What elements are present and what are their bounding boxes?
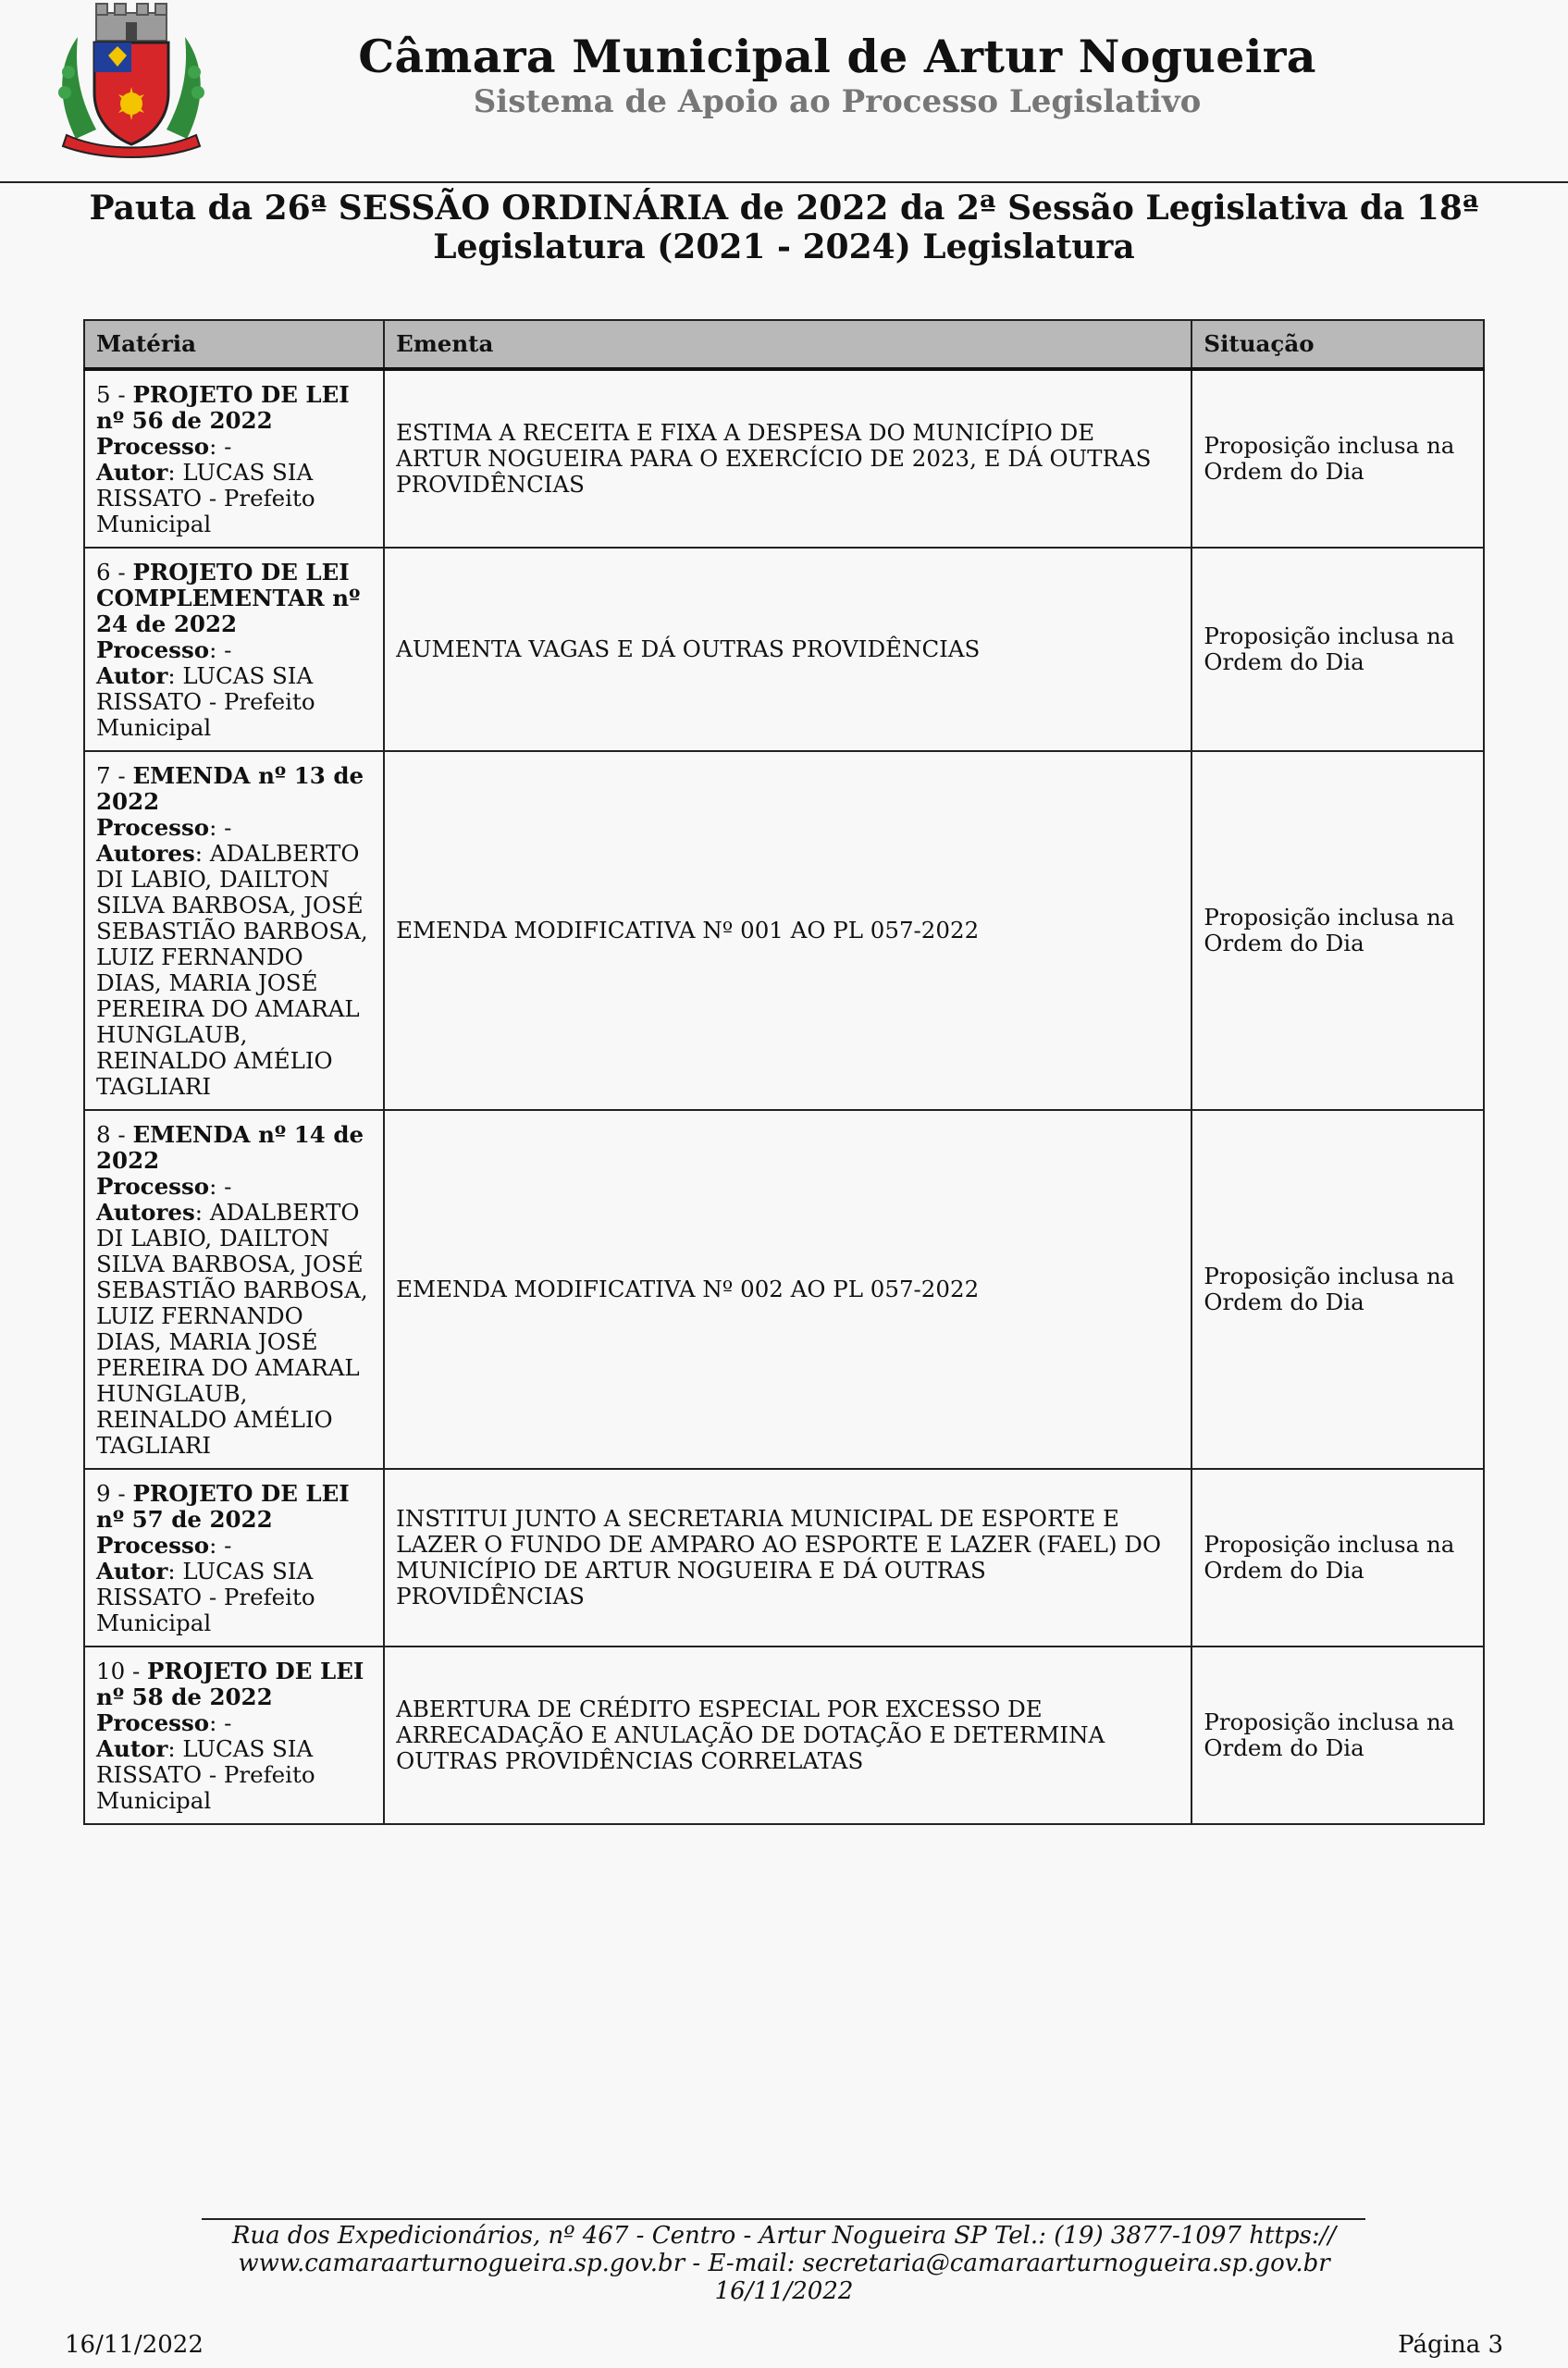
table-row xyxy=(84,751,1484,1110)
autor-value: : LUCAS SIA RISSATO - Prefeito Municipal xyxy=(96,459,315,537)
processo-label: Processo xyxy=(96,433,210,460)
processo-label: Processo xyxy=(96,1173,210,1200)
materia-cell xyxy=(84,369,384,548)
agenda-table-body xyxy=(84,369,1484,1824)
table-row xyxy=(84,1469,1484,1646)
table-row xyxy=(84,1646,1484,1824)
ementa-cell: EMENDA MODIFICATIVA Nº 001 AO PL 057-2022 xyxy=(384,751,1191,1110)
page-title: Pauta da 26ª SESSÃO ORDINÁRIA de 2022 da 2ª Sessão Legislativa da 18ª Legislatura (2021 - 2024) Legislatura xyxy=(89,189,1479,266)
materia-number: 5 - xyxy=(96,381,133,408)
table-row xyxy=(84,548,1484,751)
processo-label: Processo xyxy=(96,636,210,663)
materia-cell xyxy=(84,548,384,751)
page-number: Página 3 xyxy=(1398,2331,1503,2359)
print-date: 16/11/2022 xyxy=(65,2331,204,2359)
column-header-materia: Matéria xyxy=(84,320,384,369)
page-header xyxy=(0,0,1568,183)
processo-label: Processo xyxy=(96,1709,210,1736)
footer-address-date: 16/11/2022 xyxy=(714,2277,854,2305)
materia-title: EMENDA nº 13 de 2022 xyxy=(96,762,364,815)
column-header-situacao: Situação xyxy=(1191,320,1484,369)
table-row xyxy=(84,1110,1484,1469)
materia-cell xyxy=(84,751,384,1110)
processo-label: Processo xyxy=(96,814,210,841)
materia-number: 10 - xyxy=(96,1658,148,1684)
materia-cell xyxy=(84,1646,384,1824)
materia-number: 6 - xyxy=(96,559,133,586)
materia-number: 7 - xyxy=(96,762,133,789)
materia-title: PROJETO DE LEI nº 56 de 2022 xyxy=(96,381,350,434)
processo-label: Processo xyxy=(96,1532,210,1559)
table-header-row xyxy=(84,320,1484,369)
processo-value: : - xyxy=(209,1173,232,1200)
autor-label: Autores xyxy=(96,840,195,867)
autor-value: : LUCAS SIA RISSATO - Prefeito Municipal xyxy=(96,662,315,741)
autor-value: : LUCAS SIA RISSATO - Prefeito Municipal xyxy=(96,1558,315,1636)
processo-value: : - xyxy=(209,636,232,663)
materia-title: EMENDA nº 14 de 2022 xyxy=(96,1121,364,1174)
column-header-ementa: Ementa xyxy=(384,320,1191,369)
situacao-cell: Proposição inclusa na Ordem do Dia xyxy=(1191,1469,1484,1646)
situacao-cell: Proposição inclusa na Ordem do Dia xyxy=(1191,369,1484,548)
autor-label: Autores xyxy=(96,1199,195,1226)
materia-title: PROJETO DE LEI nº 58 de 2022 xyxy=(96,1658,364,1710)
footer-divider xyxy=(202,2218,1365,2220)
institution-title: Câmara Municipal de Artur Nogueira xyxy=(358,30,1316,83)
ementa-cell: ESTIMA A RECEITA E FIXA A DESPESA DO MUNICÍPIO DE ARTUR NOGUEIRA PARA O EXERCÍCIO DE 2023, E DÁ OUTRAS PROVIDÊNCIAS xyxy=(384,369,1191,548)
processo-value: : - xyxy=(209,1532,232,1559)
agenda-table xyxy=(83,319,1485,1825)
autor-label: Autor xyxy=(96,1558,168,1585)
materia-cell xyxy=(84,1469,384,1646)
autor-value: : LUCAS SIA RISSATO - Prefeito Municipal xyxy=(96,1735,315,1814)
situacao-cell: Proposição inclusa na Ordem do Dia xyxy=(1191,751,1484,1110)
ementa-cell: EMENDA MODIFICATIVA Nº 002 AO PL 057-2022 xyxy=(384,1110,1191,1469)
situacao-cell: Proposição inclusa na Ordem do Dia xyxy=(1191,548,1484,751)
materia-number: 8 - xyxy=(96,1121,133,1148)
autor-label: Autor xyxy=(96,1735,168,1762)
ementa-cell: ABERTURA DE CRÉDITO ESPECIAL POR EXCESSO DE ARRECADAÇÃO E ANULAÇÃO DE DOTAÇÃO E DETERMINA OUTRAS PROVIDÊNCIAS CORRELATAS xyxy=(384,1646,1191,1824)
processo-value: : - xyxy=(209,433,232,460)
autor-value: : ADALBERTO DI LABIO, DAILTON SILVA BARBOSA, JOSÉ SEBASTIÃO BARBOSA, LUIZ FERNANDO DIAS, MARIA JOSÉ PEREIRA DO AMARAL HUNGLAUB, REINALDO AMÉLIO TAGLIARI xyxy=(96,840,368,1100)
materia-title: PROJETO DE LEI nº 57 de 2022 xyxy=(96,1480,350,1533)
footer-address xyxy=(213,2222,1355,2305)
autor-label: Autor xyxy=(96,459,168,486)
processo-value: : - xyxy=(209,1709,232,1736)
situacao-cell: Proposição inclusa na Ordem do Dia xyxy=(1191,1110,1484,1469)
processo-value: : - xyxy=(209,814,232,841)
materia-title: PROJETO DE LEI COMPLEMENTAR nº 24 de 2022 xyxy=(96,559,361,637)
ementa-cell: INSTITUI JUNTO A SECRETARIA MUNICIPAL DE ESPORTE E LAZER O FUNDO DE AMPARO AO ESPORTE E LAZER (FAEL) DO MUNICÍPIO DE ARTUR NOGUEIRA E DÁ OUTRAS PROVIDÊNCIAS xyxy=(384,1469,1191,1646)
materia-number: 9 - xyxy=(96,1480,133,1507)
autor-label: Autor xyxy=(96,662,168,689)
table-row xyxy=(84,369,1484,548)
situacao-cell: Proposição inclusa na Ordem do Dia xyxy=(1191,1646,1484,1824)
coat-of-arms-icon xyxy=(48,0,215,159)
ementa-cell: AUMENTA VAGAS E DÁ OUTRAS PROVIDÊNCIAS xyxy=(384,548,1191,751)
materia-cell xyxy=(84,1110,384,1469)
autor-value: : ADALBERTO DI LABIO, DAILTON SILVA BARBOSA, JOSÉ SEBASTIÃO BARBOSA, LUIZ FERNANDO DIAS, MARIA JOSÉ PEREIRA DO AMARAL HUNGLAUB, REINALDO AMÉLIO TAGLIARI xyxy=(96,1199,368,1459)
footer-address-text: Rua dos Expedicionários, nº 467 - Centro - Artur Nogueira SP Tel.: (19) 3877-1097 https:// www.camaraarturnogueira.sp.gov.br - E-mail: secretaria@camaraarturnogueira.sp.gov.br xyxy=(231,2222,1337,2277)
system-subtitle: Sistema de Apoio ao Processo Legislativo xyxy=(473,83,1202,120)
